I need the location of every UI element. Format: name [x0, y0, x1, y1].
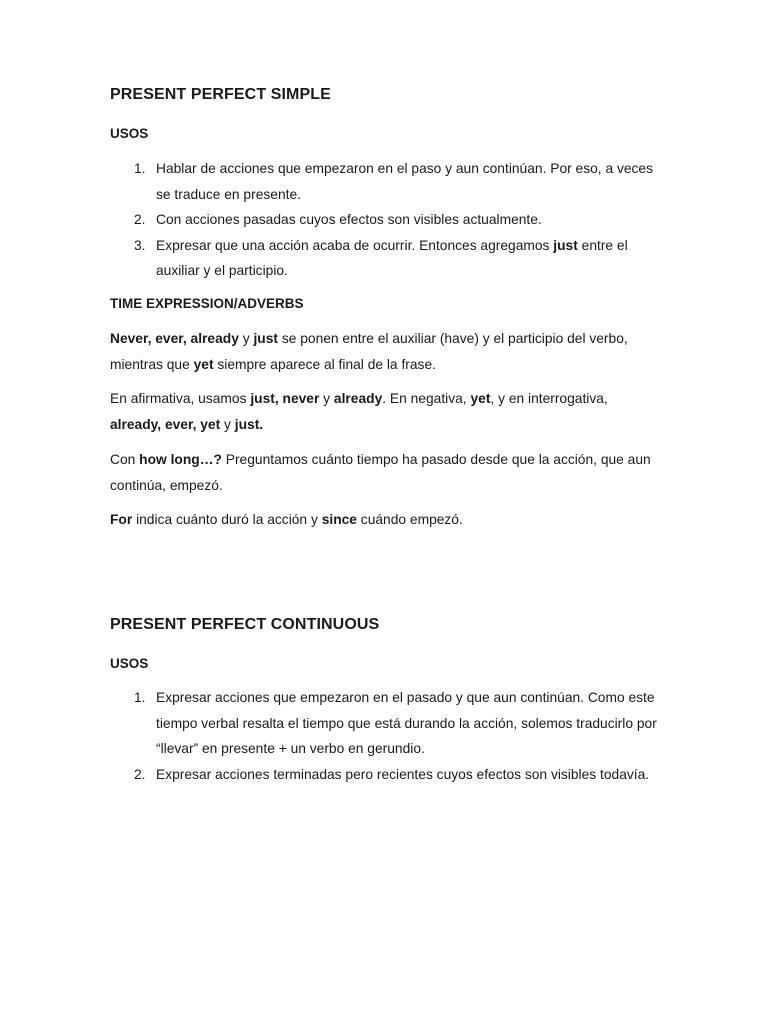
keyword: just — [253, 331, 278, 346]
keyword: yet — [193, 356, 214, 372]
text-run: indica cuánto duró la acción y — [132, 512, 322, 527]
text-run: , y en interrogativa, — [490, 391, 608, 406]
keyword-just: just — [553, 237, 578, 253]
paragraph-adverb-position — [110, 326, 660, 377]
list-item-text: Hablar de acciones que empezaron en el paso y aun continúan. Por eso, a veces se traduce en presente. — [156, 161, 654, 202]
keyword: how long…? — [139, 452, 222, 467]
section-title-present-perfect-continuous: PRESENT PERFECT CONTINUOUS — [110, 616, 380, 633]
keyword: just, never — [250, 391, 320, 406]
text-run: Preguntamos cuánto tiempo ha pasado desde que la acción, que aun continúa, empezó. — [110, 452, 651, 493]
list-item — [110, 207, 660, 233]
text-run: se ponen entre el auxiliar (have) y el participio del verbo, mientras que — [110, 331, 628, 372]
list-number: 3. — [134, 237, 146, 253]
text-run: . En negativa, — [382, 391, 471, 406]
text-run: y — [319, 391, 334, 406]
list-item — [110, 762, 660, 788]
keyword: already, ever, yet — [110, 416, 221, 432]
uses-list-continuous — [110, 685, 660, 787]
keyword: yet — [470, 391, 491, 406]
paragraph-for-since — [110, 507, 660, 533]
usos-heading-continuous: USOS — [110, 656, 149, 671]
list-item — [110, 685, 660, 762]
keyword: since — [321, 512, 357, 527]
uses-list-simple — [110, 156, 660, 284]
list-item-text: Expresar que una acción acaba de ocurrir. Entonces agregamos — [156, 237, 554, 253]
list-number: 2. — [134, 766, 146, 782]
keyword: already — [333, 391, 383, 406]
list-item — [110, 156, 660, 207]
text-run: Con — [110, 452, 140, 467]
text-run: y — [238, 331, 254, 346]
keyword: Never, ever, already — [110, 331, 239, 346]
list-item-text: Expresar acciones que empezaron en el pasado y que aun continúan. Como este tiempo verbal resalta el tiempo que está durando la acción, solemos traducirlo por “llevar” en presente + un verbo en gerundio. — [156, 690, 657, 756]
list-item-text: entre el auxiliar y el participio. — [156, 237, 628, 278]
usos-heading-simple: USOS — [110, 126, 149, 141]
keyword: just. — [234, 416, 264, 432]
list-item-text: Expresar acciones terminadas pero recientes cuyos efectos son visibles todavía. — [156, 766, 650, 782]
section-title-present-perfect-simple: PRESENT PERFECT SIMPLE — [110, 86, 331, 103]
time-expressions-heading: TIME EXPRESSION/ADVERBS — [110, 296, 304, 311]
list-number: 2. — [134, 212, 146, 227]
paragraph-how-long — [110, 447, 660, 498]
list-number: 1. — [134, 690, 146, 705]
list-item-text: Con acciones pasadas cuyos efectos son visibles actualmente. — [156, 212, 542, 227]
list-number: 1. — [134, 161, 146, 176]
text-run: y — [220, 416, 235, 432]
paragraph-affirmative-negative — [110, 386, 660, 437]
text-run: siempre aparece al final de la frase. — [213, 356, 436, 372]
text-run: cuándo empezó. — [356, 512, 463, 527]
list-item — [110, 233, 660, 284]
text-run: En afirmativa, usamos — [110, 391, 251, 406]
keyword: For — [110, 512, 133, 527]
